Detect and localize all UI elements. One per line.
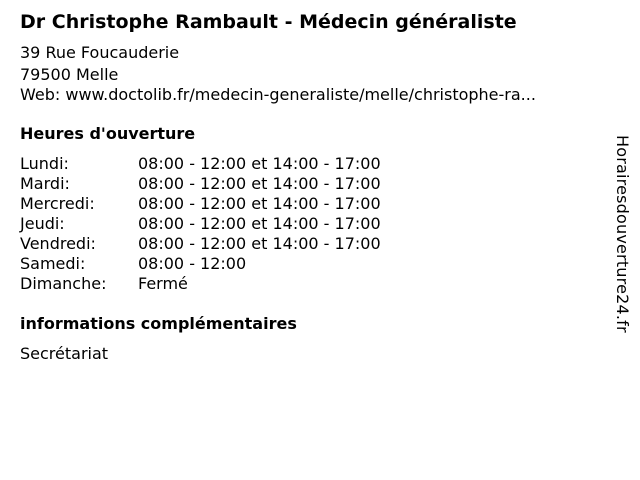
day-label: Mardi: xyxy=(20,174,70,193)
day-hours: Fermé xyxy=(138,274,188,293)
opening-hours-heading: Heures d'ouverture xyxy=(20,124,196,143)
day-label: Lundi: xyxy=(20,154,69,173)
address-city: 79500 Melle xyxy=(20,65,119,84)
additional-info-text: Secrétariat xyxy=(20,344,109,363)
day-label: Vendredi: xyxy=(20,234,96,253)
day-label: Samedi: xyxy=(20,254,86,273)
day-label: Dimanche: xyxy=(20,274,107,293)
day-hours: 08:00 - 12:00 et 14:00 - 17:00 xyxy=(138,174,381,193)
opening-hours-table xyxy=(20,154,381,294)
website-link[interactable]: Web: www.doctolib.fr/medecin-generaliste/melle/christophe-ra... xyxy=(20,85,536,104)
day-hours: 08:00 - 12:00 et 14:00 - 17:00 xyxy=(138,214,381,233)
additional-info-heading: informations complémentaires xyxy=(20,314,297,333)
hours-row-sunday xyxy=(20,274,381,294)
day-hours: 08:00 - 12:00 et 14:00 - 17:00 xyxy=(138,194,381,213)
hours-row-tuesday xyxy=(20,174,381,194)
hours-row-wednesday xyxy=(20,194,381,214)
day-label: Jeudi: xyxy=(20,214,65,233)
hours-row-thursday xyxy=(20,214,381,234)
hours-row-friday xyxy=(20,234,381,254)
day-hours: 08:00 - 12:00 et 14:00 - 17:00 xyxy=(138,234,381,253)
hours-row-saturday xyxy=(20,254,381,274)
site-watermark: Horairesdouverture24.fr xyxy=(613,135,632,333)
hours-row-monday xyxy=(20,154,381,174)
day-label: Mercredi: xyxy=(20,194,95,213)
address-street: 39 Rue Foucauderie xyxy=(20,43,180,62)
day-hours: 08:00 - 12:00 xyxy=(138,254,247,273)
day-hours: 08:00 - 12:00 et 14:00 - 17:00 xyxy=(138,154,381,173)
page-title: Dr Christophe Rambault - Médecin généraliste xyxy=(20,11,517,33)
